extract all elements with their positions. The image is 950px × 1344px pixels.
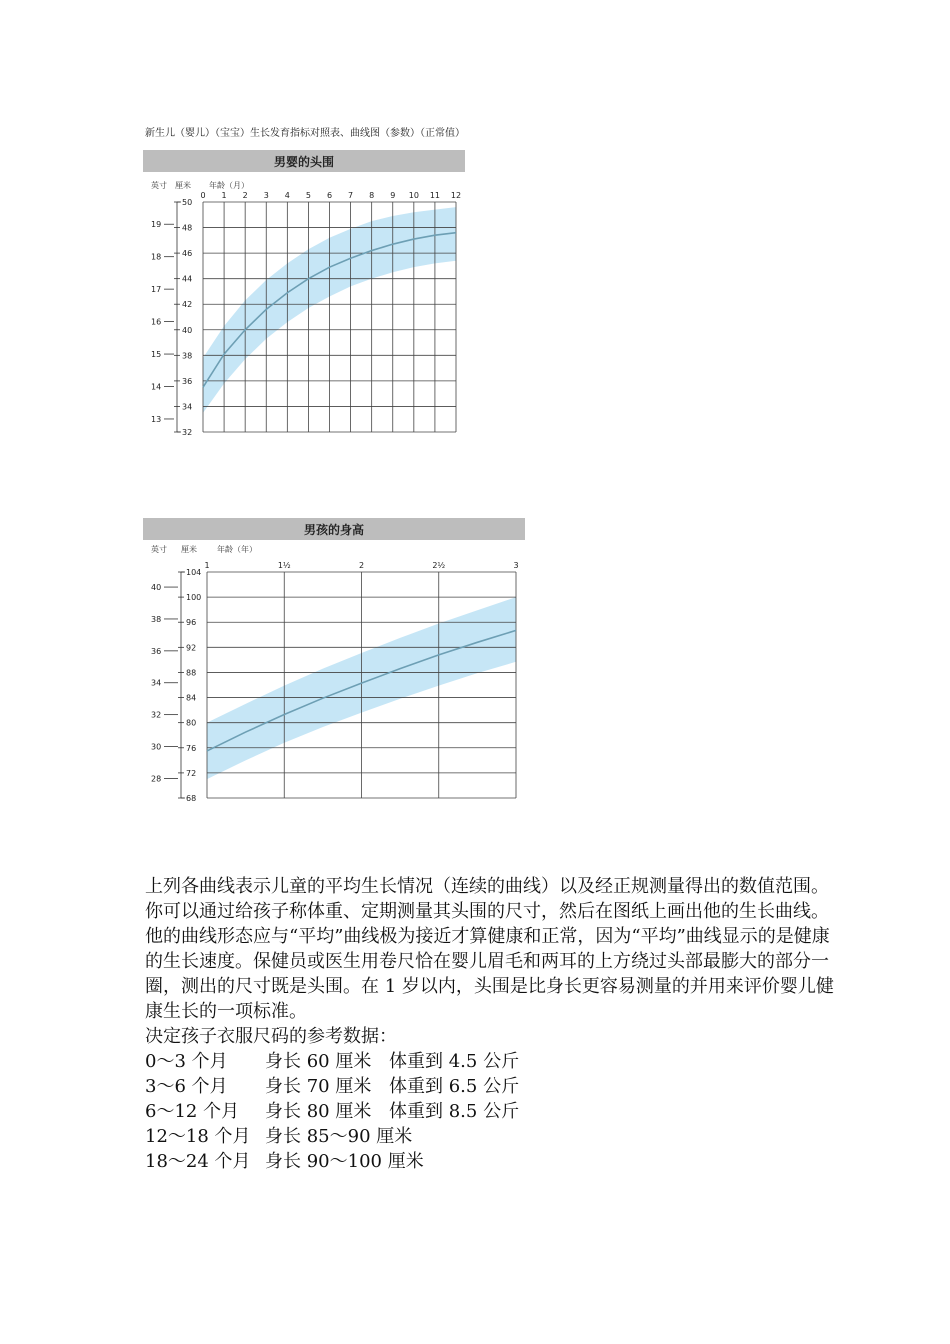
x-tick-label: 11 (429, 191, 441, 200)
sizes-heading: 决定孩子衣服尺码的参考数据： (145, 1026, 397, 1047)
x-tick-label: 9 (390, 191, 396, 200)
size-weight: 体重到 6.5 公斤 (389, 1076, 520, 1097)
x-tick-label: 1½ (277, 561, 291, 570)
head-circumference-chart (143, 150, 465, 440)
x-tick-label: 2½ (432, 561, 446, 570)
x-tick-label: 7 (348, 191, 354, 200)
cm-tick-label: 38 (182, 351, 193, 361)
inch-tick-label: 28 (151, 774, 162, 784)
page-caption: 新生儿（婴儿）（宝宝）生长发育指标对照表、曲线图（参数）（正常值） (145, 128, 465, 139)
cm-tick-label: 68 (186, 794, 197, 803)
x-tick-label: 1 (204, 561, 210, 570)
cm-tick-label: 44 (182, 274, 193, 284)
size-row (145, 1124, 519, 1149)
size-age: 12～18 个月 (145, 1126, 251, 1147)
size-weight: 体重到 8.5 公斤 (389, 1101, 520, 1122)
cm-tick-label: 104 (186, 568, 202, 577)
size-age: 6～12 个月 (145, 1101, 240, 1122)
cm-tick-label: 76 (186, 743, 197, 753)
cm-tick-label: 96 (186, 618, 197, 628)
x-tick-label: 0 (200, 191, 206, 200)
inch-tick-label: 15 (151, 350, 162, 360)
size-height: 身长 85～90 厘米 (265, 1126, 413, 1147)
clothing-size-list (145, 1049, 519, 1174)
size-height: 身长 80 厘米 (265, 1101, 372, 1122)
size-height: 身长 90～100 厘米 (265, 1151, 424, 1172)
inch-tick-label: 19 (151, 220, 162, 230)
inch-unit-label: 英寸 (151, 181, 167, 190)
inch-tick-label: 30 (151, 742, 162, 752)
inch-tick-label: 40 (151, 583, 162, 593)
inch-tick-label: 36 (151, 646, 162, 656)
size-age: 0～3 个月 (145, 1051, 228, 1072)
boy-height-chart (143, 518, 525, 808)
description-text: 上列各曲线表示儿童的平均生长情况（连续的曲线）以及经正规测量得出的数值范围。你可以通过给孩子称体重、定期测量其头围的尺寸，然后在图纸上画出他的生长曲线。他的曲线形态应与“平均”曲线极为接近才算健康和正常，因为“平均”曲线显示的是健康的生长速度。保健员或医生用卷尺恰在婴儿眉毛和两耳的上方绕过头部最膨大的部分一圈，测出的尺寸既是头围。在 1 岁以内，头围是比身长更容易测量的并用来评价婴儿健康生长的一项标准。 (145, 876, 834, 1022)
size-row (145, 1099, 519, 1124)
x-tick-label: 1 (221, 191, 227, 200)
size-weight: 体重到 4.5 公斤 (389, 1051, 520, 1072)
size-age: 18～24 个月 (145, 1151, 251, 1172)
cm-tick-label: 46 (182, 249, 193, 259)
inch-tick-label: 16 (151, 317, 162, 327)
cm-tick-label: 100 (186, 593, 202, 603)
inch-tick-label: 38 (151, 614, 162, 624)
cm-tick-label: 92 (186, 643, 197, 653)
x-tick-label: 5 (305, 191, 311, 200)
size-row (145, 1049, 519, 1074)
inch-tick-label: 17 (151, 285, 162, 295)
age-axis-label: 年龄（月） (209, 181, 249, 190)
x-tick-label: 12 (450, 191, 462, 200)
cm-tick-label: 40 (182, 325, 193, 335)
chart-title: 男婴的头围 (273, 155, 335, 169)
size-age: 3～6 个月 (145, 1076, 228, 1097)
inch-tick-label: 13 (151, 414, 162, 424)
cm-unit-label: 厘米 (181, 545, 197, 554)
size-height: 身长 70 厘米 (265, 1076, 372, 1097)
cm-tick-label: 36 (182, 376, 193, 386)
inch-unit-label: 英寸 (151, 545, 167, 554)
cm-tick-label: 32 (182, 428, 193, 437)
cm-unit-label: 厘米 (175, 181, 191, 190)
x-tick-label: 2 (242, 191, 248, 200)
size-row (145, 1074, 519, 1099)
inch-tick-label: 34 (151, 678, 162, 688)
size-row (145, 1149, 519, 1174)
x-tick-label: 3 (513, 561, 519, 570)
x-tick-label: 2 (358, 561, 365, 570)
x-tick-label: 3 (263, 191, 269, 200)
x-tick-label: 4 (284, 191, 290, 200)
size-height: 身长 60 厘米 (265, 1051, 372, 1072)
x-tick-label: 8 (369, 191, 375, 200)
cm-tick-label: 88 (186, 668, 197, 678)
cm-tick-label: 50 (182, 198, 193, 207)
age-axis-label: 年龄（年） (217, 545, 257, 554)
x-tick-label: 10 (408, 191, 419, 200)
chart-title: 男孩的身高 (303, 523, 365, 537)
cm-tick-label: 42 (182, 300, 193, 310)
inch-tick-label: 14 (151, 382, 162, 392)
inch-tick-label: 32 (151, 710, 162, 720)
cm-tick-label: 80 (186, 718, 197, 728)
cm-tick-label: 34 (182, 402, 193, 412)
cm-tick-label: 84 (186, 693, 197, 703)
inch-tick-label: 18 (151, 252, 162, 262)
cm-tick-label: 48 (182, 223, 193, 233)
cm-tick-label: 72 (186, 768, 197, 778)
x-tick-label: 6 (326, 191, 333, 200)
description-paragraph (145, 874, 845, 1049)
